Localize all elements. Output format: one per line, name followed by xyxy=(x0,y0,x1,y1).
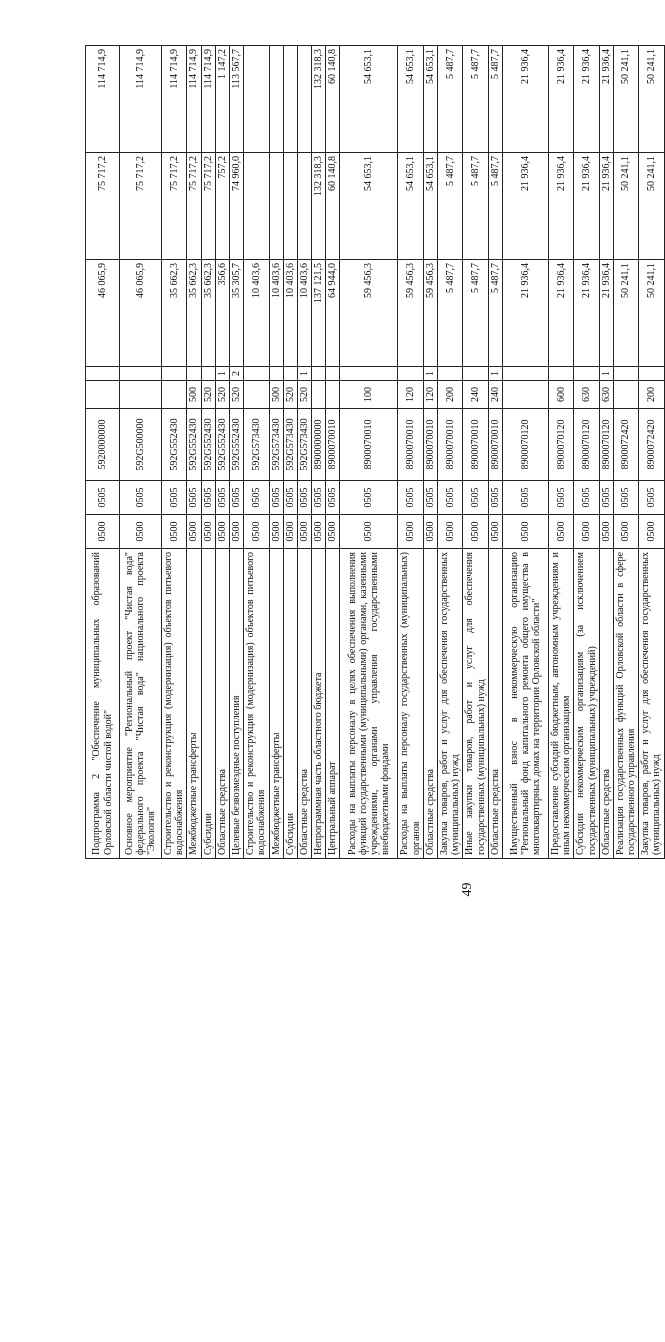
cell-kosgu: 1 xyxy=(599,367,613,381)
cell-pr: 0505 xyxy=(187,481,201,515)
cell-gr: 0500 xyxy=(613,515,638,549)
cell-pr: 0505 xyxy=(463,481,488,515)
cell-year2: 132 318,3 xyxy=(312,153,326,260)
cell-pr: 0505 xyxy=(398,481,423,515)
cell-gr: 0500 xyxy=(229,515,243,549)
cell-vr: 520 xyxy=(229,381,243,409)
cell-vr: 500 xyxy=(269,381,283,409)
cell-name: Субсидии некоммерческим организациям (за исключением государственных (муниципальных) учреждений) xyxy=(574,549,599,859)
cell-year3: 21 936,4 xyxy=(548,46,573,153)
cell-pr: 0505 xyxy=(297,481,311,515)
cell-year1: 50 241,1 xyxy=(639,260,664,367)
cell-gr: 0500 xyxy=(548,515,573,549)
cell-vr: 520 xyxy=(283,381,297,409)
cell-kosgu xyxy=(438,367,463,381)
cell-csr: 8900000000 xyxy=(312,409,326,481)
cell-vr: 600 xyxy=(548,381,573,409)
cell-gr: 0500 xyxy=(162,515,187,549)
cell-year3 xyxy=(244,46,269,153)
cell-year1: 10 403,6 xyxy=(269,260,283,367)
cell-vr xyxy=(86,381,120,409)
cell-vr: 100 xyxy=(340,381,398,409)
table-row xyxy=(340,46,398,859)
cell-csr: 8900070010 xyxy=(488,409,502,481)
cell-gr: 0500 xyxy=(86,515,120,549)
cell-pr: 0505 xyxy=(201,481,215,515)
cell-year2: 54 653,1 xyxy=(423,153,437,260)
cell-gr: 0500 xyxy=(502,515,548,549)
cell-kosgu xyxy=(244,367,269,381)
cell-year2: 74 960,0 xyxy=(229,153,243,260)
cell-kosgu xyxy=(201,367,215,381)
cell-name: Расходы на выплаты персоналу государственных (муниципальных) органов xyxy=(398,549,423,859)
cell-year1: 5 487,7 xyxy=(488,260,502,367)
cell-year2 xyxy=(244,153,269,260)
cell-csr: 8900070010 xyxy=(340,409,398,481)
cell-year2: 21 936,4 xyxy=(502,153,548,260)
cell-gr: 0500 xyxy=(187,515,201,549)
cell-year2: 54 653,1 xyxy=(340,153,398,260)
cell-vr: 120 xyxy=(423,381,437,409)
cell-kosgu xyxy=(120,367,162,381)
cell-pr: 0505 xyxy=(215,481,229,515)
cell-gr: 0500 xyxy=(244,515,269,549)
cell-vr xyxy=(244,381,269,409)
cell-name: Областные средства xyxy=(488,549,502,859)
cell-gr: 0500 xyxy=(215,515,229,549)
cell-kosgu: 1 xyxy=(488,367,502,381)
cell-gr: 0500 xyxy=(599,515,613,549)
cell-year1: 21 936,4 xyxy=(599,260,613,367)
cell-csr: 592G573430 xyxy=(297,409,311,481)
cell-pr: 0505 xyxy=(229,481,243,515)
cell-year3: 5 487,7 xyxy=(438,46,463,153)
cell-pr: 0505 xyxy=(599,481,613,515)
cell-csr: 592G552430 xyxy=(229,409,243,481)
cell-name: Областные средства xyxy=(599,549,613,859)
cell-name: Субсидии xyxy=(283,549,297,859)
cell-vr: 240 xyxy=(488,381,502,409)
cell-year1: 21 936,4 xyxy=(502,260,548,367)
table-row xyxy=(613,46,638,859)
cell-year1: 35 662,3 xyxy=(187,260,201,367)
table-row xyxy=(215,46,229,859)
cell-year2: 75 717,2 xyxy=(187,153,201,260)
cell-year3: 50 241,1 xyxy=(613,46,638,153)
cell-kosgu: 2 xyxy=(229,367,243,381)
table-row xyxy=(312,46,326,859)
cell-kosgu xyxy=(312,367,326,381)
cell-csr: 592G552430 xyxy=(162,409,187,481)
cell-csr: 8900070010 xyxy=(423,409,437,481)
cell-pr: 0505 xyxy=(488,481,502,515)
cell-year3 xyxy=(297,46,311,153)
cell-gr: 0500 xyxy=(201,515,215,549)
cell-year3: 1 147,2 xyxy=(215,46,229,153)
cell-vr: 200 xyxy=(639,381,664,409)
cell-year2: 75 717,2 xyxy=(162,153,187,260)
cell-year1: 35 305,7 xyxy=(229,260,243,367)
cell-pr: 0505 xyxy=(574,481,599,515)
cell-vr xyxy=(613,381,638,409)
cell-year2: 5 487,7 xyxy=(463,153,488,260)
cell-gr: 0500 xyxy=(269,515,283,549)
cell-pr: 0505 xyxy=(120,481,162,515)
cell-name: Иные закупки товаров, работ и услуг для обеспечения государственных (муниципальных) нужд xyxy=(463,549,488,859)
cell-kosgu xyxy=(326,367,340,381)
cell-year2: 21 936,4 xyxy=(574,153,599,260)
cell-kosgu xyxy=(574,367,599,381)
cell-name: Расходы на выплаты персоналу в целях обеспечения выполнения функций государственными (муниципальными) органами, казенными учреждениями, органами управления государственными внебюджетными фондами xyxy=(340,549,398,859)
cell-name: Областные средства xyxy=(423,549,437,859)
cell-kosgu xyxy=(162,367,187,381)
budget-table-body xyxy=(86,46,665,859)
cell-year3: 114 714,9 xyxy=(86,46,120,153)
cell-kosgu xyxy=(463,367,488,381)
cell-name: Целевые безвозмездные поступления xyxy=(229,549,243,859)
cell-csr: 8900070120 xyxy=(502,409,548,481)
cell-kosgu xyxy=(639,367,664,381)
cell-year3: 5 487,7 xyxy=(488,46,502,153)
cell-gr: 0500 xyxy=(312,515,326,549)
cell-vr xyxy=(326,381,340,409)
cell-year1: 46 065,9 xyxy=(120,260,162,367)
table-row xyxy=(187,46,201,859)
cell-vr xyxy=(162,381,187,409)
cell-kosgu xyxy=(86,367,120,381)
cell-csr: 8900070120 xyxy=(548,409,573,481)
cell-year3: 132 318,3 xyxy=(312,46,326,153)
cell-name: Строительство и реконструкция (модернизация) объектов питьевого водоснабжения xyxy=(162,549,187,859)
cell-vr: 240 xyxy=(463,381,488,409)
cell-year2: 75 717,2 xyxy=(201,153,215,260)
cell-name: Предоставление субсидий бюджетным, автономным учреждениям и иным некоммерческим организациям xyxy=(548,549,573,859)
table-row xyxy=(463,46,488,859)
cell-name: Строительство и реконструкция (модернизация) объектов питьевого водоснабжения xyxy=(244,549,269,859)
page-number: 49 xyxy=(460,882,475,897)
cell-pr: 0505 xyxy=(269,481,283,515)
cell-vr: 520 xyxy=(215,381,229,409)
cell-year2 xyxy=(283,153,297,260)
cell-kosgu: 1 xyxy=(297,367,311,381)
cell-pr: 0505 xyxy=(340,481,398,515)
cell-name: Основное мероприятие "Региональный проект "Чистая вода" федерального проекта "Чистая вода" национального проекта "Экология" xyxy=(120,549,162,859)
cell-gr: 0500 xyxy=(574,515,599,549)
cell-csr: 592G500000 xyxy=(120,409,162,481)
cell-csr: 8900070010 xyxy=(463,409,488,481)
cell-kosgu xyxy=(548,367,573,381)
table-row xyxy=(244,46,269,859)
cell-gr: 0500 xyxy=(463,515,488,549)
table-row xyxy=(502,46,548,859)
cell-csr: 8900070010 xyxy=(326,409,340,481)
cell-csr: 592G552430 xyxy=(187,409,201,481)
cell-vr: 120 xyxy=(398,381,423,409)
cell-year2: 60 140,8 xyxy=(326,153,340,260)
cell-year2: 50 241,1 xyxy=(613,153,638,260)
cell-pr: 0505 xyxy=(639,481,664,515)
cell-year2: 50 241,1 xyxy=(639,153,664,260)
cell-pr: 0505 xyxy=(162,481,187,515)
table-row xyxy=(229,46,243,859)
cell-gr: 0500 xyxy=(283,515,297,549)
cell-name: Подпрограмма 2 "Обеспечение муниципальных образований Орловской области чистой водой" xyxy=(86,549,120,859)
table-row xyxy=(438,46,463,859)
cell-kosgu xyxy=(187,367,201,381)
cell-name: Закупка товаров, работ и услуг для обеспечения государственных (муниципальных) нужд xyxy=(438,549,463,859)
cell-csr: 8900070010 xyxy=(438,409,463,481)
cell-year3: 54 653,1 xyxy=(398,46,423,153)
budget-table xyxy=(85,45,665,859)
table-row xyxy=(574,46,599,859)
cell-year1: 35 662,3 xyxy=(162,260,187,367)
cell-kosgu xyxy=(340,367,398,381)
cell-year1: 137 121,5 xyxy=(312,260,326,367)
cell-pr: 0505 xyxy=(326,481,340,515)
cell-year2: 75 717,2 xyxy=(120,153,162,260)
cell-name: Межбюджетные трансферты xyxy=(187,549,201,859)
cell-kosgu xyxy=(283,367,297,381)
cell-pr: 0505 xyxy=(312,481,326,515)
cell-csr: 8900070120 xyxy=(574,409,599,481)
cell-year3: 114 714,9 xyxy=(201,46,215,153)
cell-year2: 54 653,1 xyxy=(398,153,423,260)
table-row xyxy=(639,46,664,859)
cell-name: Межбюджетные трансферты xyxy=(269,549,283,859)
cell-name: Субсидии xyxy=(201,549,215,859)
cell-csr: 592G552430 xyxy=(201,409,215,481)
cell-vr xyxy=(502,381,548,409)
cell-name: Областные средства xyxy=(215,549,229,859)
cell-year2: 5 487,7 xyxy=(438,153,463,260)
cell-gr: 0500 xyxy=(398,515,423,549)
cell-csr: 592G552430 xyxy=(215,409,229,481)
cell-year1: 10 403,6 xyxy=(283,260,297,367)
cell-vr: 520 xyxy=(201,381,215,409)
table-row xyxy=(269,46,283,859)
cell-kosgu: 1 xyxy=(423,367,437,381)
cell-name: Областные средства xyxy=(297,549,311,859)
cell-year2 xyxy=(269,153,283,260)
cell-name: Непрограммная часть областного бюджета xyxy=(312,549,326,859)
cell-year2 xyxy=(297,153,311,260)
table-row xyxy=(120,46,162,859)
cell-year1: 5 487,7 xyxy=(438,260,463,367)
cell-csr: 5920000000 xyxy=(86,409,120,481)
cell-csr: 8900072420 xyxy=(613,409,638,481)
cell-year3: 114 714,9 xyxy=(120,46,162,153)
table-row xyxy=(488,46,502,859)
cell-pr: 0505 xyxy=(86,481,120,515)
cell-year3: 50 241,1 xyxy=(639,46,664,153)
cell-vr xyxy=(120,381,162,409)
cell-pr: 0505 xyxy=(438,481,463,515)
cell-year1: 10 403,6 xyxy=(297,260,311,367)
cell-year1: 59 456,3 xyxy=(340,260,398,367)
cell-vr: 200 xyxy=(438,381,463,409)
table-row xyxy=(548,46,573,859)
cell-vr: 500 xyxy=(187,381,201,409)
table-row xyxy=(162,46,187,859)
cell-year1: 64 944,0 xyxy=(326,260,340,367)
table-row xyxy=(599,46,613,859)
cell-year3: 60 140,8 xyxy=(326,46,340,153)
cell-vr: 630 xyxy=(574,381,599,409)
cell-pr: 0505 xyxy=(548,481,573,515)
table-row xyxy=(423,46,437,859)
cell-pr: 0505 xyxy=(613,481,638,515)
cell-year3 xyxy=(283,46,297,153)
cell-csr: 592G573430 xyxy=(283,409,297,481)
cell-gr: 0500 xyxy=(488,515,502,549)
cell-year3: 54 653,1 xyxy=(340,46,398,153)
cell-csr: 8900070010 xyxy=(398,409,423,481)
cell-year2: 5 487,7 xyxy=(488,153,502,260)
cell-year3: 5 487,7 xyxy=(463,46,488,153)
cell-year1: 21 936,4 xyxy=(574,260,599,367)
cell-csr: 8900070120 xyxy=(599,409,613,481)
cell-kosgu xyxy=(502,367,548,381)
table-row xyxy=(297,46,311,859)
cell-pr: 0505 xyxy=(502,481,548,515)
cell-year3: 21 936,4 xyxy=(502,46,548,153)
cell-name: Имущественный взнос в некоммерческую организацию "Региональный фонд капитального ремонта общего имущества в многоквартирных домах на территории Орловской области" xyxy=(502,549,548,859)
cell-year1: 59 456,3 xyxy=(423,260,437,367)
table-row xyxy=(283,46,297,859)
cell-year1: 5 487,7 xyxy=(463,260,488,367)
cell-pr: 0505 xyxy=(244,481,269,515)
cell-year3: 21 936,4 xyxy=(599,46,613,153)
table-row xyxy=(86,46,120,859)
cell-kosgu xyxy=(613,367,638,381)
cell-year2: 21 936,4 xyxy=(599,153,613,260)
cell-kosgu xyxy=(269,367,283,381)
cell-gr: 0500 xyxy=(326,515,340,549)
cell-year3 xyxy=(269,46,283,153)
cell-year1: 356,6 xyxy=(215,260,229,367)
cell-year2: 75 717,2 xyxy=(86,153,120,260)
cell-name: Реализация государственных функций Орловской области в сфере государственного управления xyxy=(613,549,638,859)
cell-gr: 0500 xyxy=(340,515,398,549)
cell-name: Закупка товаров, работ и услуг для обеспечения государственных (муниципальных) нужд xyxy=(639,549,664,859)
cell-kosgu: 1 xyxy=(215,367,229,381)
cell-csr: 592G573430 xyxy=(269,409,283,481)
cell-pr: 0505 xyxy=(283,481,297,515)
cell-year1: 50 241,1 xyxy=(613,260,638,367)
cell-year2: 21 936,4 xyxy=(548,153,573,260)
cell-csr: 8900072420 xyxy=(639,409,664,481)
cell-year1: 21 936,4 xyxy=(548,260,573,367)
cell-kosgu xyxy=(398,367,423,381)
cell-year3: 114 714,9 xyxy=(187,46,201,153)
cell-gr: 0500 xyxy=(297,515,311,549)
cell-pr: 0505 xyxy=(423,481,437,515)
cell-vr xyxy=(312,381,326,409)
rotated-table-wrapper xyxy=(85,46,663,859)
cell-gr: 0500 xyxy=(120,515,162,549)
cell-year3: 21 936,4 xyxy=(574,46,599,153)
cell-year2: 757,2 xyxy=(215,153,229,260)
cell-name: Центральный аппарат xyxy=(326,549,340,859)
cell-year1: 10 403,6 xyxy=(244,260,269,367)
cell-year1: 35 662,3 xyxy=(201,260,215,367)
cell-year3: 54 653,1 xyxy=(423,46,437,153)
cell-gr: 0500 xyxy=(438,515,463,549)
cell-year1: 46 065,9 xyxy=(86,260,120,367)
table-row xyxy=(201,46,215,859)
cell-vr: 520 xyxy=(297,381,311,409)
cell-year3: 113 567,7 xyxy=(229,46,243,153)
cell-vr: 630 xyxy=(599,381,613,409)
table-row xyxy=(326,46,340,859)
cell-gr: 0500 xyxy=(639,515,664,549)
cell-gr: 0500 xyxy=(423,515,437,549)
cell-year1: 59 456,3 xyxy=(398,260,423,367)
cell-csr: 592G573430 xyxy=(244,409,269,481)
table-row xyxy=(398,46,423,859)
cell-year3: 114 714,9 xyxy=(162,46,187,153)
